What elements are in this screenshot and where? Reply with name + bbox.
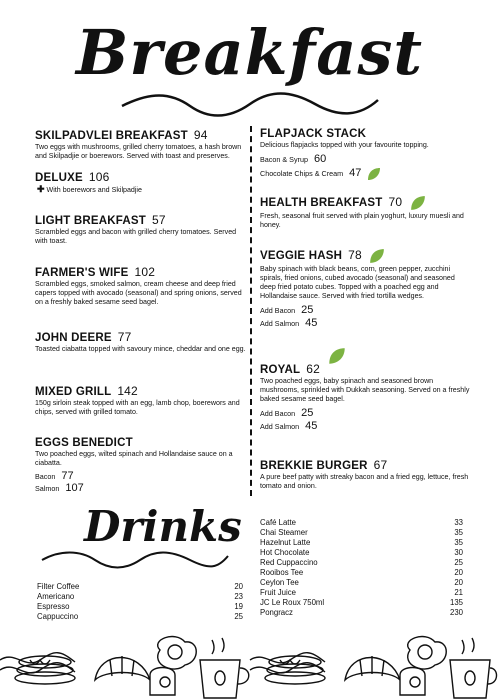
croissant-icon — [95, 656, 150, 680]
addon-price: 25 — [301, 304, 314, 316]
food-doodle-border — [0, 620, 499, 700]
item-price: 70 — [388, 195, 403, 210]
drink-name: Pongracz — [260, 608, 293, 617]
item-price: 78 — [348, 248, 362, 263]
drink-price: 20 — [454, 568, 463, 577]
toast-icon — [150, 668, 175, 696]
item-price: 57 — [151, 213, 166, 227]
item-name: JOHN DEERE — [35, 332, 112, 344]
column-divider — [250, 126, 252, 496]
addon-price: 47 — [349, 167, 362, 179]
drink-row — [260, 558, 463, 568]
item-price: 106 — [88, 170, 110, 184]
item-desc: Scrambled eggs, smoked salmon, cream cheese and deep fried capers topped with avocado (seasonal) and spring onions, served on a freshly baked sesame seed bagel. — [35, 280, 242, 306]
drink-row — [260, 608, 463, 618]
addon-label: Add Salmon — [260, 319, 300, 328]
leaf-icon — [367, 167, 381, 181]
pancake-icon — [265, 656, 325, 684]
drink-row — [37, 602, 243, 612]
coffee-mug-icon — [450, 638, 497, 698]
croissant-icon — [345, 656, 400, 680]
addon-price: 45 — [305, 420, 318, 432]
item-name: HEALTH BREAKFAST — [260, 197, 383, 210]
leaf-icon — [369, 248, 385, 264]
drink-row — [37, 592, 243, 602]
item-name: LIGHT BREAKFAST — [35, 215, 146, 227]
drink-name: Café Latte — [260, 518, 296, 527]
menu-item-deluxe — [35, 170, 247, 195]
item-name: BREKKIE BURGER — [260, 460, 368, 472]
addon-label: Salmon — [35, 484, 60, 493]
addon-label: Add Bacon — [260, 306, 296, 315]
addon-price: 60 — [313, 153, 327, 165]
drink-price: 30 — [454, 548, 463, 557]
menu-item-eggs-benedict — [35, 437, 247, 494]
addon-label: Bacon — [35, 472, 56, 481]
egg-icon — [158, 637, 197, 670]
addon-label: Chocolate Chips & Cream — [260, 169, 344, 178]
drink-price: 25 — [454, 558, 463, 567]
drink-name: Cappuccino — [37, 612, 79, 621]
item-name: FARMER'S WIFE — [35, 267, 129, 279]
item-desc: Baby spinach with black beans, corn, green pepper, zucchini spirals, fried onions, cubed avocado (seasonal) and seasoned deep fried potato cubes. Topped with a poached egg and Hollandaise sauce. Served with fried tortilla wedges. — [260, 265, 455, 300]
item-price: 102 — [134, 265, 156, 279]
item-price: 77 — [117, 330, 132, 344]
item-desc: Fresh, seasonal fruit served with plain yoghurt, luxury muesli and honey. — [260, 212, 464, 229]
coffee-mug-icon — [200, 638, 249, 698]
item-desc: With boerewors and Skilpadjie — [46, 186, 142, 194]
item-desc: Toasted ciabatta topped with savoury mince, cheddar and one egg. — [35, 345, 246, 353]
plus-icon: ✚ — [37, 184, 45, 194]
leaf-icon — [410, 195, 426, 211]
drink-price: 20 — [454, 578, 463, 587]
menu-item-flapjack-stack — [260, 128, 472, 181]
drink-price: 23 — [234, 592, 243, 601]
drink-row — [260, 528, 463, 538]
drink-name: Rooibos Tee — [260, 568, 304, 577]
item-name: MIXED GRILL — [35, 386, 112, 398]
drink-price: 19 — [234, 602, 243, 611]
drink-name: Hazelnut Latte — [260, 538, 311, 547]
addon-price: 25 — [301, 407, 314, 419]
drink-price: 20 — [234, 582, 243, 591]
item-name: DELUXE — [35, 172, 83, 184]
drink-price: 35 — [454, 538, 463, 547]
item-price: 62 — [306, 362, 320, 376]
drink-name: Hot Chocolate — [260, 548, 310, 557]
drink-price: 25 — [234, 612, 243, 621]
menu-title: Breakfast — [75, 16, 424, 89]
addon-price: 45 — [305, 317, 318, 329]
leaf-icon — [328, 347, 346, 365]
addon-label: Bacon & Syrup — [260, 155, 308, 164]
item-desc: Scrambled eggs and bacon with grilled cherry tomatoes. Served with toast. — [35, 228, 237, 245]
item-price: 94 — [193, 128, 208, 142]
toast-icon — [400, 668, 425, 696]
drink-price: 21 — [454, 588, 463, 597]
item-desc: A pure beef patty with streaky bacon and a fried egg, lettuce, fresh tomato and onion. — [260, 473, 469, 490]
item-desc: Two poached eggs, wilted spinach and Hollandaise sauce on a ciabatta. — [35, 450, 233, 467]
menu-item-veggie-hash — [260, 248, 472, 329]
menu-item-mixed-grill — [35, 384, 247, 417]
addon-label: Add Salmon — [260, 422, 300, 431]
menu-item-farmers-wife — [35, 265, 247, 307]
drink-row — [260, 538, 463, 548]
drink-name: Ceylon Tee — [260, 578, 299, 587]
addon-price: 77 — [61, 470, 74, 482]
pancake-icon — [15, 656, 75, 684]
item-name: FLAPJACK STACK — [260, 128, 367, 140]
item-name: VEGGIE HASH — [260, 250, 343, 263]
item-name: EGGS BENEDICT — [35, 437, 133, 449]
drinks-swirl-ornament — [40, 548, 230, 570]
item-name: SKILPADVLEI BREAKFAST — [35, 130, 188, 142]
drink-price: 135 — [449, 598, 463, 607]
item-desc: Two poached eggs, baby spinach and seasoned brown mushrooms, sprinkled with Dukkah seasoning. Served on a freshly baked sesame seed bagel. — [260, 377, 470, 403]
egg-icon — [408, 637, 447, 670]
drink-name: Filter Coffee — [37, 582, 80, 591]
drink-row — [260, 598, 463, 608]
drinks-title: Drinks — [84, 502, 242, 551]
menu-item-skilpadvlei — [35, 128, 247, 161]
drink-row — [260, 518, 463, 528]
drink-name: Fruit Juice — [260, 588, 296, 597]
addon-price: 107 — [65, 482, 84, 494]
item-price: 142 — [117, 384, 138, 398]
drink-name: Chai Steamer — [260, 528, 308, 537]
drink-row — [260, 548, 463, 558]
drink-row — [260, 568, 463, 578]
item-name: ROYAL — [260, 364, 301, 376]
item-price: 67 — [373, 458, 388, 472]
menu-item-light-breakfast — [35, 213, 247, 246]
addon-label: Add Bacon — [260, 409, 296, 418]
drink-row — [37, 582, 243, 592]
menu-item-royal — [260, 362, 472, 432]
drink-price: 35 — [454, 528, 463, 537]
drink-name: Americano — [37, 592, 75, 601]
menu-item-brekkie-burger — [260, 458, 472, 491]
title-swirl-ornament — [120, 88, 380, 118]
drink-name: Espresso — [37, 602, 70, 611]
drink-row — [260, 578, 463, 588]
item-desc: Delicious flapjacks topped with your favourite topping. — [260, 141, 429, 149]
drink-price: 33 — [454, 518, 463, 527]
drink-name: JC Le Roux 750ml — [260, 598, 325, 607]
drink-name: Red Cuppaccino — [260, 558, 318, 567]
item-desc: 150g sirloin steak topped with an egg, lamb chop, boerewors and chips, served with grilled tomato. — [35, 399, 240, 416]
drink-row — [260, 588, 463, 598]
item-desc: Two eggs with mushrooms, grilled cherry tomatoes, a hash brown and Skilpadjie or boerewors. Served with toast and preserves. — [35, 143, 242, 160]
menu-item-john-deere — [35, 330, 247, 354]
drink-price: 230 — [449, 608, 463, 617]
menu-item-health-breakfast — [260, 195, 472, 230]
